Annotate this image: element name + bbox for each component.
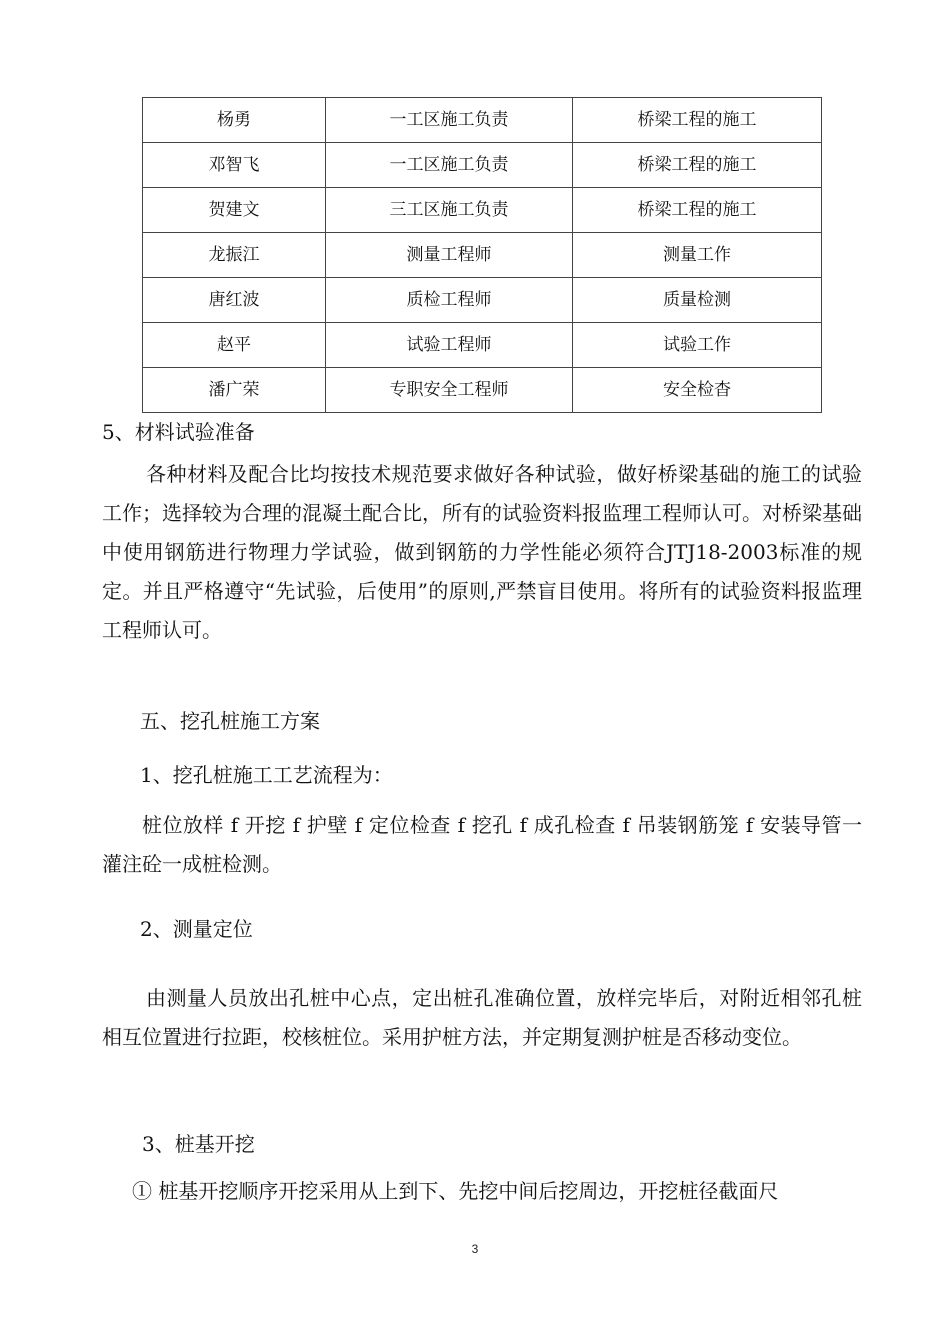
staff-table	[142, 97, 822, 413]
table-row	[143, 143, 822, 188]
paragraph-excavation: ① 桩基开挖顺序开挖采用从上到下、先挖中间后挖周边，开挖桩径截面尺	[132, 1179, 779, 1203]
staff-role-cell: 试验工程师	[326, 323, 573, 368]
staff-name-cell: 唐红波	[143, 278, 326, 323]
staff-duty-cell: 桥梁工程的施工	[573, 143, 822, 188]
section-heading-materials: 5、材料试验准备	[102, 420, 255, 444]
staff-duty-cell: 桥梁工程的施工	[573, 188, 822, 233]
staff-duty-cell: 安全检杳	[573, 368, 822, 413]
chapter-heading: 五、挖孔桩施工方案	[140, 709, 320, 733]
table-row	[143, 233, 822, 278]
staff-name-cell: 赵平	[143, 323, 326, 368]
section-heading-survey: 2、测量定位	[140, 917, 253, 941]
staff-role-cell: 测量工程师	[326, 233, 573, 278]
paragraph-materials: 各种材料及配合比均按技术规范要求做好各种试验，做好桥梁基础的施工的试验工作；选择较为合理的混凝土配合比，所有的试验资料报监理工程师认可。对桥梁基础中使用钢筋进行物理力学试验，做到钢筋的力学性能必须符合JTJ18-2003标准的规定。并且严格遵守“先试验，后使用”的原则,严禁盲目使用。将所有的试验资料报监理工程师认可。	[102, 462, 862, 642]
table-row	[143, 368, 822, 413]
staff-role-cell: 质检工程师	[326, 278, 573, 323]
staff-duty-cell: 质量检测	[573, 278, 822, 323]
table-row	[143, 323, 822, 368]
paragraph-process: 桩位放样 f 开挖 f 护壁 f 定位检查 f 挖孔 f 成孔检查 f 吊装钢筋笼 f 安装导管一灌注砼一成桩检测。	[102, 813, 862, 876]
staff-role-cell: 专职安全工程师	[326, 368, 573, 413]
staff-name-cell: 杨勇	[143, 98, 326, 143]
staff-name-cell: 邓智飞	[143, 143, 326, 188]
staff-duty-cell: 试验工作	[573, 323, 822, 368]
table-row	[143, 188, 822, 233]
staff-duty-cell: 测量工作	[573, 233, 822, 278]
staff-name-cell: 潘广荣	[143, 368, 326, 413]
section-heading-excavation: 3、桩基开挖	[142, 1132, 255, 1156]
staff-duty-cell: 桥梁工程的施工	[573, 98, 822, 143]
page-number: 3	[471, 1242, 479, 1256]
table-row	[143, 98, 822, 143]
staff-role-cell: 一工区施工负责	[326, 98, 573, 143]
staff-name-cell: 龙振江	[143, 233, 326, 278]
section-heading-process: 1、挖孔桩施工工艺流程为：	[140, 763, 393, 787]
staff-name-cell: 贺建文	[143, 188, 326, 233]
paragraph-survey: 由测量人员放出孔桩中心点，定出桩孔准确位置，放样完毕后，对附近相邻孔桩相互位置进行拉距，校核桩位。采用护桩方法，并定期复测护桩是否移动变位。	[102, 986, 862, 1049]
staff-role-cell: 一工区施工负责	[326, 143, 573, 188]
table-row	[143, 278, 822, 323]
staff-role-cell: 三工区施工负责	[326, 188, 573, 233]
